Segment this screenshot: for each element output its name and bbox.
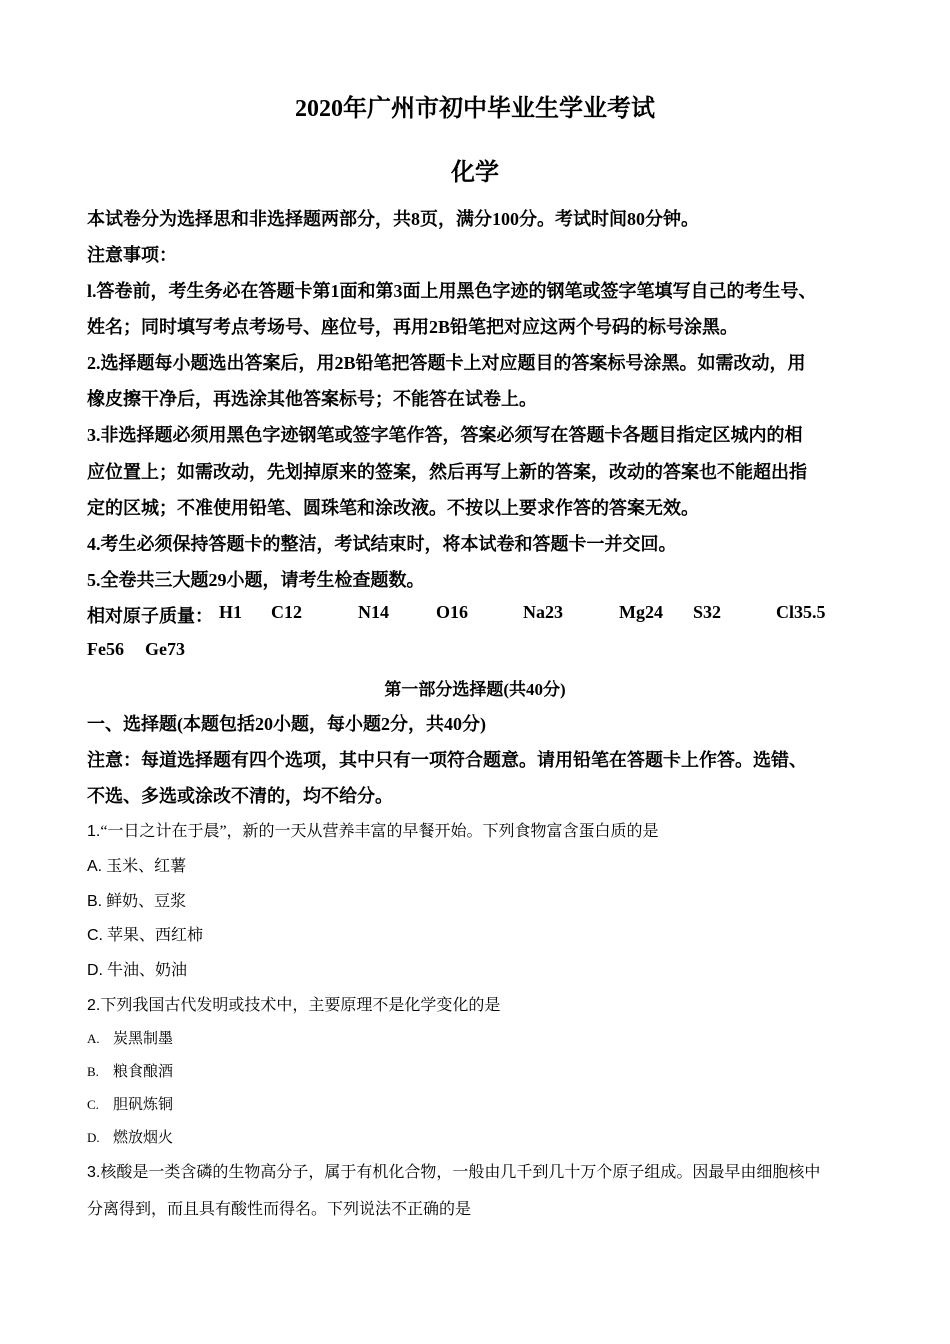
- atomic-mass-item: Fe56: [87, 639, 124, 659]
- atomic-mass-item: Ge73: [145, 639, 185, 659]
- option-label: A.: [87, 858, 103, 875]
- note-1-line-1: l.答卷前，考生务必在答题卡第1面和第3面上用黑色字迹的钢笔或签字笔填写自己的考生号、: [87, 281, 817, 301]
- note-1-line-2: 姓名；同时填写考点考场号、座位号，再用2B铅笔把对应这两个号码的标号涂黑。: [87, 317, 739, 337]
- note-4: 4.考生必须保持答题卡的整洁，考试结束时，将本试卷和答题卡一并交回。: [87, 534, 677, 554]
- note-5: 5.全卷共三大题29小题，请考生检查题数。: [87, 570, 425, 590]
- option-text: 玉米、红薯: [106, 858, 187, 875]
- atomic-mass-row: [0, 602, 950, 626]
- q2-option-d: [87, 1126, 173, 1147]
- question-text: 下列我国古代发明或技术中，主要原理不是化学变化的是: [100, 997, 501, 1014]
- q1-option-c: [87, 922, 203, 945]
- option-text: 炭黑制墨: [113, 1031, 174, 1047]
- q2-option-a: [87, 1027, 173, 1048]
- option-label: C.: [87, 1097, 99, 1112]
- section-heading: 一、选择题(本题包括20小题，每小题2分，共40分): [87, 714, 486, 734]
- instruction-line-2: 不选、多选或涂改不清的，均不给分。: [87, 786, 393, 806]
- option-text: 苹果、西红柿: [107, 927, 204, 944]
- question-3: [87, 1159, 820, 1182]
- atomic-mass-item: Na23: [523, 602, 563, 622]
- question-1: [87, 818, 659, 841]
- question-text: 核酸是一类含磷的生物高分子，属于有机化合物，一般由几千到几十万个原子组成。因最早由细胞核中: [100, 1164, 821, 1181]
- question-number: 2.: [87, 997, 101, 1014]
- q2-option-b: [87, 1060, 173, 1081]
- option-label: A.: [87, 1031, 100, 1046]
- atomic-mass-item: Mg24: [619, 602, 663, 622]
- question-2: [87, 992, 500, 1015]
- option-text: 鲜奶、豆浆: [106, 893, 187, 910]
- option-text: 粮食酿酒: [113, 1064, 174, 1080]
- option-label: C.: [87, 927, 103, 944]
- question-3-line-2: 分离得到，而且具有酸性而得名。下列说法不正确的是: [87, 1201, 472, 1218]
- question-number: 3.: [87, 1164, 101, 1181]
- atomic-mass-item: Cl35.5: [776, 602, 826, 622]
- q2-option-c: [87, 1093, 173, 1114]
- atomic-mass-item: S32: [693, 602, 722, 622]
- q1-option-d: [87, 957, 187, 980]
- option-text: 燃放烟火: [113, 1130, 174, 1146]
- atomic-mass-label: 相对原子质量：: [87, 606, 213, 626]
- intro-text: 本试卷分为选择思和非选择题两部分，共8页，满分100分。考试时间80分钟。: [87, 209, 699, 229]
- q1-option-a: [87, 853, 186, 876]
- note-3-line-3: 定的区城；不准使用铅笔、圆珠笔和涂改液。不按以上要求作答的答案无效。: [87, 498, 699, 518]
- option-label: B.: [87, 1064, 99, 1079]
- q1-option-b: [87, 888, 186, 911]
- atomic-mass-row-2: [0, 639, 950, 663]
- subject-title: 化学: [451, 160, 499, 186]
- option-text: 牛油、奶油: [107, 962, 188, 979]
- note-2-line-2: 橡皮擦干净后，再选涂其他答案标号；不能答在试卷上。: [87, 389, 537, 409]
- exam-title: 2020年广州市初中毕业生学业考试: [295, 96, 655, 122]
- option-label: B.: [87, 893, 103, 910]
- question-text: “一日之计在于晨”，新的一天从营养丰富的早餐开始。下列食物富含蛋白质的是: [100, 823, 659, 840]
- option-text: 胆矾炼铜: [113, 1097, 174, 1113]
- note-3-line-1: 3.非选择题必须用黑色字迹钢笔或签字笔作答，答案必须写在答题卡各题目指定区城内的相: [87, 425, 803, 445]
- atomic-mass-item: C12: [271, 602, 302, 622]
- part1-heading: 第一部分选择题(共40分): [384, 680, 566, 699]
- atomic-mass-item: H1: [219, 602, 243, 622]
- notice-heading: 注意事项：: [87, 245, 177, 265]
- note-2-line-1: 2.选择题每小题选出答案后，用2B铅笔把答题卡上对应题目的答案标号涂黑。如需改动，用: [87, 353, 806, 373]
- option-label: D.: [87, 1130, 100, 1145]
- atomic-mass-item: N14: [358, 602, 389, 622]
- option-label: D.: [87, 962, 103, 979]
- instruction-line-1: 注意：每道选择题有四个选项，其中只有一项符合题意。请用铅笔在答题卡上作答。选错、: [87, 750, 807, 770]
- note-3-line-2: 应位置上；如需改动，先划掉原来的签案，然后再写上新的答案，改动的答案也不能超出指: [87, 462, 807, 482]
- atomic-mass-item: O16: [436, 602, 469, 622]
- question-number: 1.: [87, 823, 101, 840]
